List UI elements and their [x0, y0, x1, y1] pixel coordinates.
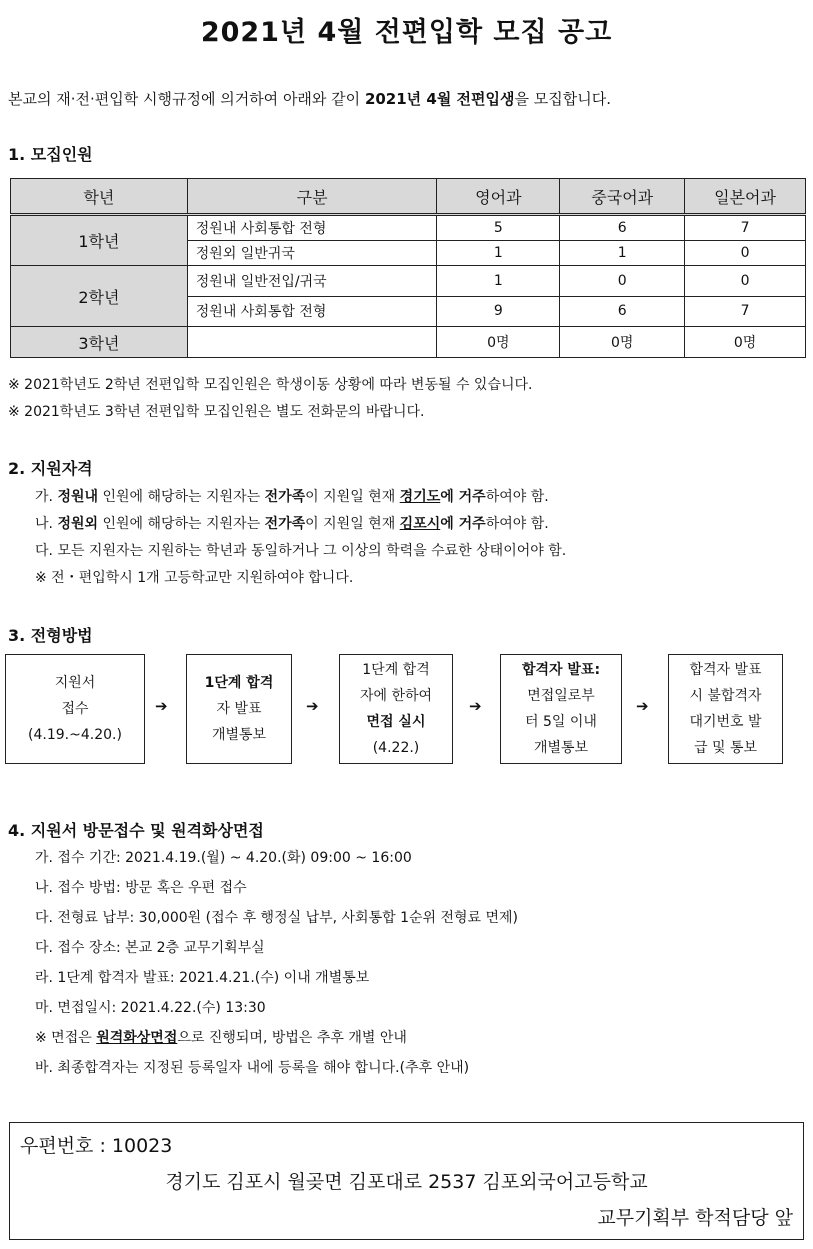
intro-highlight: 2021년 4월 전편입생: [364, 90, 515, 108]
grade-cell: 2학년: [11, 266, 188, 327]
note-line: ※ 2021학년도 2학년 전편입학 모집인원은 학생이동 상황에 따라 변동될 수 있습니다.: [8, 377, 533, 393]
category-cell: 정원내 일반전입/귀국: [187, 266, 437, 297]
application-line: 마. 면접일시: 2021.4.22.(수) 13:30: [35, 1000, 266, 1016]
text: 으로 진행되며, 방법은 추후 개별 안내: [177, 1030, 407, 1046]
value-cell: 0: [685, 241, 806, 266]
emphasis-underlined: 원격화상면접: [96, 1030, 178, 1046]
header-english: 영어과: [437, 179, 560, 215]
application-line: 다. 전형료 납부: 30,000원 (접수 후 행정실 납부, 사회통합 1순위 전형료 면제): [35, 910, 519, 926]
flow-text: 터 5일 이내: [525, 714, 597, 730]
address-line: 경기도 김포시 월곶면 김포대로 2537 김포외국어고등학교: [165, 1171, 648, 1193]
table-row: [11, 327, 806, 358]
emphasis: 전가족: [264, 489, 306, 505]
header-japanese: 일본어과: [685, 179, 806, 215]
value-cell: 1: [560, 241, 685, 266]
flow-text: 합격자 발표: [689, 662, 762, 678]
section2-heading: 2. 지원자격: [8, 459, 93, 478]
flow-text: 자에 한하여: [359, 688, 433, 704]
postal-code: 우편번호 : 10023: [20, 1135, 173, 1157]
flow-text: 면접 실시: [366, 714, 426, 730]
emphasis: 전가족: [264, 516, 306, 532]
interview-note: [35, 1027, 407, 1047]
grade-cell: 3학년: [11, 327, 188, 358]
value-cell: 0: [685, 266, 806, 297]
text: 이 지원일 현재: [305, 516, 400, 532]
quota-table: [10, 178, 806, 358]
flow-text: 1단계 합격: [204, 675, 274, 691]
emphasis: 에 거주: [440, 489, 486, 505]
text: 하여야 함.: [485, 516, 549, 532]
category-cell: 정원내 사회통합 전형: [187, 296, 437, 327]
flow-step-4: [500, 654, 622, 764]
section1-heading: 1. 모집인원: [8, 145, 93, 164]
flow-text: (4.19.~4.20.): [28, 727, 122, 743]
value-cell: 0: [560, 266, 685, 297]
qualification-ga: [35, 486, 549, 506]
flow-text: 면접일로부: [527, 688, 595, 704]
flow-text: 개별통보: [533, 740, 589, 756]
text: ※ 면접은: [35, 1030, 97, 1046]
arrow-icon: ➔: [155, 697, 168, 715]
flow-text: 1단계 합격: [362, 662, 430, 678]
flow-text: 자 발표: [216, 701, 262, 717]
value-cell: 9: [437, 296, 560, 327]
table-row: [11, 266, 806, 297]
application-line: 다. 접수 장소: 본교 2층 교무기획부실: [35, 940, 265, 956]
text: 인원에 해당하는 지원자는: [98, 489, 265, 505]
category-cell: [187, 327, 437, 358]
emphasis-underlined: 경기도: [399, 489, 441, 505]
emphasis: 에 거주: [440, 516, 486, 532]
page-title: 2021년 4월 전편입학 모집 공고: [200, 17, 613, 48]
value-cell: 7: [685, 215, 806, 241]
flow-text: 합격자 발표:: [521, 662, 601, 678]
value-cell: 0명: [560, 327, 685, 358]
item-marker: 나.: [35, 516, 58, 532]
value-cell: 1: [437, 241, 560, 266]
text: 이 지원일 현재: [305, 489, 400, 505]
intro-paragraph: [8, 88, 611, 109]
flow-step-5: [668, 654, 783, 764]
value-cell: 6: [560, 296, 685, 327]
arrow-icon: ➔: [636, 697, 649, 715]
item-marker: 가.: [35, 489, 58, 505]
text: 인원에 해당하는 지원자는: [98, 516, 265, 532]
application-line: 가. 접수 기간: 2021.4.19.(월) ~ 4.20.(화) 09:00 ~ 16:00: [35, 850, 412, 866]
header-category: 구분: [187, 179, 437, 215]
table-header-row: [11, 179, 806, 215]
flow-step-1: [5, 654, 145, 764]
header-grade: 학년: [11, 179, 188, 215]
grade-cell: 1학년: [11, 215, 188, 266]
application-line: 나. 접수 방법: 방문 혹은 우편 접수: [35, 880, 247, 896]
value-cell: 6: [560, 215, 685, 241]
flow-text: 시 불합격자: [689, 688, 762, 704]
flow-step-2: [186, 654, 292, 764]
flow-step-3: [339, 654, 453, 764]
table-row: [11, 215, 806, 241]
intro-text: 본교의 재·전·편입학 시행규정에 의거하여 아래와 같이: [8, 90, 365, 108]
value-cell: 5: [437, 215, 560, 241]
flow-text: 개별통보: [211, 727, 267, 743]
value-cell: 7: [685, 296, 806, 327]
value-cell: 0명: [437, 327, 560, 358]
arrow-icon: ➔: [469, 697, 482, 715]
header-chinese: 중국어과: [560, 179, 685, 215]
flow-text: 급 및 통보: [694, 740, 757, 756]
category-cell: 정원내 사회통합 전형: [187, 215, 437, 241]
qualification-na: [35, 513, 549, 533]
flow-text: 접수: [61, 701, 89, 717]
section4-heading: 4. 지원서 방문접수 및 원격화상면접: [8, 821, 264, 840]
emphasis: 정원내: [57, 489, 99, 505]
recipient: 교무기획부 학적담당 앞: [597, 1207, 793, 1229]
emphasis: 정원외: [57, 516, 99, 532]
qualification-da: 다. 모든 지원자는 지원하는 학년과 동일하거나 그 이상의 학력을 수료한 상태이어야 함.: [35, 543, 567, 559]
application-line: 바. 최종합격자는 지정된 등록일자 내에 등록을 해야 합니다.(추후 안내): [35, 1060, 470, 1076]
arrow-icon: ➔: [306, 697, 319, 715]
application-line: 라. 1단계 합격자 발표: 2021.4.21.(수) 이내 개별통보: [35, 970, 370, 986]
flow-text: 대기번호 발: [689, 714, 762, 730]
qualification-note: ※ 전・편입학시 1개 고등학교만 지원하여야 합니다.: [35, 570, 354, 586]
category-cell: 정원외 일반귀국: [187, 241, 437, 266]
text: 하여야 함.: [485, 489, 549, 505]
emphasis-underlined: 김포시: [399, 516, 441, 532]
section3-heading: 3. 전형방법: [8, 626, 93, 645]
note-line: ※ 2021학년도 3학년 전편입학 모집인원은 별도 전화문의 바랍니다.: [8, 404, 425, 420]
address-box: [9, 1122, 804, 1240]
flow-text: 지원서: [54, 675, 96, 691]
intro-text-end: 을 모집합니다.: [514, 90, 611, 108]
flow-text: (4.22.): [372, 740, 420, 756]
value-cell: 0명: [685, 327, 806, 358]
value-cell: 1: [437, 266, 560, 297]
